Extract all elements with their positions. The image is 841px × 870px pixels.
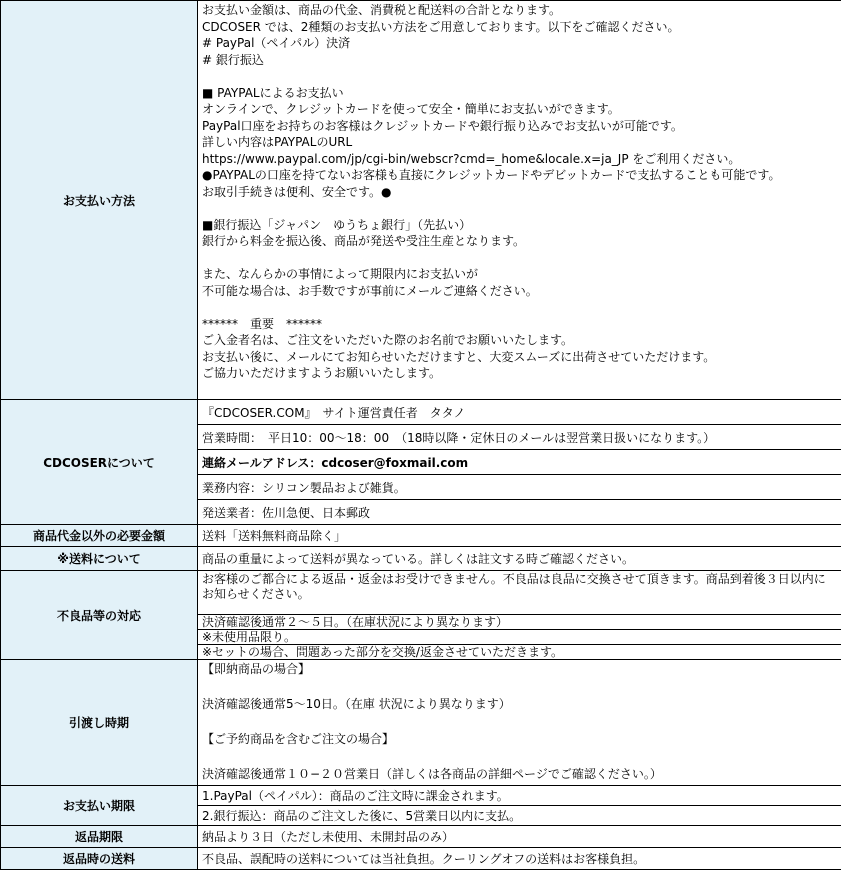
row-label-payment-method: お支払い方法 bbox=[1, 1, 198, 400]
contact-email: 連絡メールアドレス：cdcoser@foxmail.com bbox=[198, 450, 841, 475]
text-line: ご入金者名は、ご注文をいただいた際のお名前でお願いいたします。 bbox=[202, 332, 837, 349]
text-line: お取引手続きは便利、安全です。● bbox=[202, 184, 837, 201]
defective-processing-time: 決済確認後通常２〜５日。（在庫状況により異なります） bbox=[198, 615, 841, 630]
row-label-delivery: 引渡し時期 bbox=[1, 660, 198, 786]
important-notice-heading: ****** 重要 ****** bbox=[202, 316, 837, 333]
blank-line bbox=[202, 299, 837, 316]
table-row bbox=[1, 400, 841, 425]
row-label-extra-fees: 商品代金以外の必要金額 bbox=[1, 525, 198, 547]
row-label-defective: 不良品等の対応 bbox=[1, 571, 198, 660]
about-business-hours: 営業時間： 平日10：00〜18：00 （18時以降・定休日のメールは翌営業日扱いになります。） bbox=[198, 425, 841, 450]
about-site-operator: 『CDCOSER.COM』 サイト運営責任者 タタノ bbox=[198, 400, 841, 425]
table-row bbox=[1, 785, 841, 805]
table-row bbox=[1, 660, 841, 786]
text-line: 銀行から料金を振込後、商品が発送や受注生産となります。 bbox=[202, 233, 837, 250]
defective-policy-text: お客様のご都合による返品・返金はお受けできません。不良品は良品に交換させて頂きます。商品到着後３日以内にお知らせください。 bbox=[198, 571, 841, 615]
table-row bbox=[1, 525, 841, 547]
row-label-return-shipping: 返品時の送料 bbox=[1, 847, 198, 869]
row-label-payment-deadline: お支払い期限 bbox=[1, 785, 198, 825]
text-line: # PayPal（ペイパル）決済 bbox=[202, 35, 837, 52]
payment-deadline-paypal: 1.PayPal（ペイパル）：商品のご注文時に課金されます。 bbox=[198, 785, 841, 805]
blank-line bbox=[202, 714, 837, 732]
text-line: ●PAYPALの口座を持てないお客様も直接にクレジットカードやデビットカードで支払することも可能です。 bbox=[202, 167, 837, 184]
defective-unused-only-note: ※未使用品限り。 bbox=[198, 630, 841, 645]
text-line: 決済確認後通常１０−２０営業日（詳しくは各商品の詳細ページでご確認ください。） bbox=[202, 766, 837, 784]
row-label-shipping-note: ※送料について bbox=[1, 547, 198, 571]
text-line: お支払い金額は、商品の代金、消費税と配送料の合計となります。 bbox=[202, 2, 837, 19]
text-line: 詳しい内容はPAYPALのURL bbox=[202, 134, 837, 151]
return-shipping-content: 不良品、誤配時の送料については当社負担。クーリングオフの送料はお客様負担。 bbox=[198, 847, 841, 869]
blank-line bbox=[202, 749, 837, 767]
text-line: 不可能な場合は、お手数ですが事前にメールご連絡ください。 bbox=[202, 283, 837, 300]
table-row bbox=[1, 1, 841, 400]
paypal-url-line: https://www.paypal.com/jp/cgi-bin/webscr?cmd=_home&locale.x=ja_JP をご利用ください。 bbox=[202, 151, 837, 168]
text-line: 【ご予約商品を含むご注文の場合】 bbox=[202, 731, 837, 749]
return-deadline-content: 納品より３日（ただし未使用、未開封品のみ） bbox=[198, 825, 841, 847]
about-business-description: 業務内容：シリコン製品および雑貨。 bbox=[198, 475, 841, 500]
extra-fees-content: 送料「送料無料商品除く」 bbox=[198, 525, 841, 547]
defective-set-note: ※セットの場合、問題あった部分を交換/返金させていただきます。 bbox=[198, 645, 841, 660]
table-row bbox=[1, 547, 841, 571]
about-shipping-carriers: 発送業者：佐川急便、日本郵政 bbox=[198, 500, 841, 525]
text-line: ■銀行振込「ジャパン ゆうちょ銀行」（先払い） bbox=[202, 217, 837, 234]
shipping-note-content: 商品の重量によって送料が異なっている。詳しくは註文する時ご確認ください。 bbox=[198, 547, 841, 571]
text-line: # 銀行振込 bbox=[202, 52, 837, 69]
text-line: 決済確認後通常5〜10日。（在庫 状況により異なります） bbox=[202, 696, 837, 714]
text-line: オンラインで、クレジットカードを使って安全・簡単にお支払いができます。 bbox=[202, 101, 837, 118]
blank-line bbox=[202, 200, 837, 217]
text-line: 【即納商品の場合】 bbox=[202, 661, 837, 679]
delivery-content bbox=[198, 660, 841, 786]
text-line: ご協力いただけますようお願いいたします。 bbox=[202, 365, 837, 382]
text-line: また、なんらかの事情によって期限内にお支払いが bbox=[202, 266, 837, 283]
table-row bbox=[1, 571, 841, 615]
blank-line bbox=[202, 250, 837, 267]
table-row bbox=[1, 825, 841, 847]
row-label-about: CDCOSERについて bbox=[1, 400, 198, 525]
blank-line bbox=[202, 679, 837, 697]
text-line: お支払い後に、メールにてお知らせいただけますと、大変スムーズに出荷させていただけます。 bbox=[202, 349, 837, 366]
table-row bbox=[1, 847, 841, 869]
row-label-return-deadline: 返品期限 bbox=[1, 825, 198, 847]
text-line: CDCOSER では、2種類のお支払い方法をご用意しております。以下をご確認ください。 bbox=[202, 19, 837, 36]
payment-deadline-bank: 2.銀行振込：商品のご注文した後に、5営業日以内に支払。 bbox=[198, 805, 841, 825]
payment-method-content bbox=[198, 1, 841, 400]
text-line: PayPal口座をお持ちのお客様はクレジットカードや銀行振り込みでお支払いが可能です。 bbox=[202, 118, 837, 135]
text-line: ■ PAYPALによるお支払い bbox=[202, 85, 837, 102]
blank-line bbox=[202, 68, 837, 85]
